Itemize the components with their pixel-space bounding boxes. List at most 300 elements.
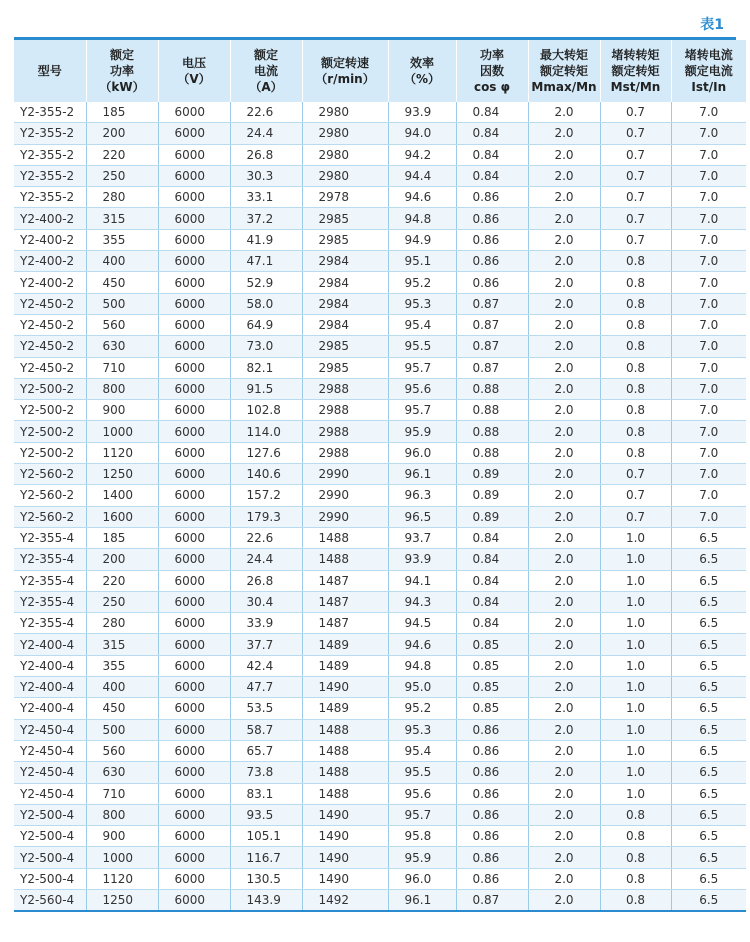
cell-efficiency: 95.3 (388, 719, 456, 740)
cell-power-factor: 0.86 (456, 272, 528, 293)
cell-max-torque-ratio: 2.0 (528, 698, 600, 719)
cell-rated-current: 53.5 (230, 698, 302, 719)
cell-max-torque-ratio: 2.0 (528, 293, 600, 314)
cell-rated-power: 1120 (86, 868, 158, 889)
header-text: 额定转矩 (611, 64, 660, 78)
cell-locked-torque-ratio: 1.0 (600, 677, 671, 698)
cell-rated-current: 33.1 (230, 187, 302, 208)
table-row (14, 442, 746, 463)
cell-rated-speed: 2990 (302, 506, 388, 527)
header-model (14, 40, 86, 102)
cell-rated-current: 143.9 (230, 889, 302, 911)
cell-model: Y2-355-4 (14, 613, 86, 634)
cell-power-factor: 0.87 (456, 293, 528, 314)
cell-voltage: 6000 (158, 272, 230, 293)
table-caption: 表1 (700, 17, 724, 33)
cell-locked-current-ratio: 7.0 (671, 208, 746, 229)
cell-efficiency: 94.9 (388, 229, 456, 250)
cell-max-torque-ratio: 2.0 (528, 826, 600, 847)
cell-max-torque-ratio: 2.0 (528, 889, 600, 911)
header-text: 型号 (37, 64, 62, 78)
table-row (14, 847, 746, 868)
header-max-torque-ratio (528, 40, 600, 102)
cell-locked-torque-ratio: 1.0 (600, 527, 671, 548)
cell-rated-speed: 1487 (302, 570, 388, 591)
cell-locked-torque-ratio: 0.7 (600, 464, 671, 485)
cell-max-torque-ratio: 2.0 (528, 677, 600, 698)
cell-rated-speed: 1490 (302, 804, 388, 825)
cell-efficiency: 95.4 (388, 314, 456, 335)
cell-rated-current: 42.4 (230, 655, 302, 676)
cell-locked-current-ratio: 7.0 (671, 421, 746, 442)
cell-voltage: 6000 (158, 549, 230, 570)
cell-model: Y2-450-4 (14, 783, 86, 804)
cell-power-factor: 0.85 (456, 634, 528, 655)
cell-locked-current-ratio: 7.0 (671, 144, 746, 165)
cell-locked-current-ratio: 6.5 (671, 613, 746, 634)
cell-power-factor: 0.88 (456, 442, 528, 463)
cell-model: Y2-355-2 (14, 102, 86, 123)
cell-locked-torque-ratio: 0.7 (600, 187, 671, 208)
cell-rated-speed: 2980 (302, 144, 388, 165)
cell-rated-power: 900 (86, 826, 158, 847)
cell-rated-speed: 2990 (302, 485, 388, 506)
cell-rated-power: 800 (86, 804, 158, 825)
cell-locked-current-ratio: 6.5 (671, 677, 746, 698)
cell-voltage: 6000 (158, 102, 230, 123)
cell-locked-torque-ratio: 1.0 (600, 570, 671, 591)
table-row (14, 251, 746, 272)
cell-model: Y2-355-4 (14, 591, 86, 612)
cell-rated-power: 560 (86, 740, 158, 761)
cell-power-factor: 0.86 (456, 868, 528, 889)
cell-model: Y2-500-2 (14, 442, 86, 463)
table-header-row (14, 40, 746, 102)
header-rated-current (230, 40, 302, 102)
cell-power-factor: 0.86 (456, 783, 528, 804)
cell-locked-torque-ratio: 0.7 (600, 144, 671, 165)
cell-voltage: 6000 (158, 783, 230, 804)
cell-max-torque-ratio: 2.0 (528, 229, 600, 250)
cell-power-factor: 0.84 (456, 144, 528, 165)
cell-max-torque-ratio: 2.0 (528, 165, 600, 186)
cell-rated-power: 450 (86, 272, 158, 293)
cell-rated-power: 280 (86, 613, 158, 634)
cell-locked-current-ratio: 7.0 (671, 251, 746, 272)
table-row (14, 613, 746, 634)
cell-model: Y2-355-2 (14, 123, 86, 144)
cell-rated-speed: 2988 (302, 378, 388, 399)
cell-voltage: 6000 (158, 485, 230, 506)
cell-locked-torque-ratio: 0.8 (600, 357, 671, 378)
cell-rated-power: 280 (86, 187, 158, 208)
cell-voltage: 6000 (158, 719, 230, 740)
header-voltage (158, 40, 230, 102)
table-row (14, 378, 746, 399)
table-row (14, 144, 746, 165)
cell-locked-torque-ratio: 1.0 (600, 655, 671, 676)
cell-rated-power: 355 (86, 229, 158, 250)
cell-efficiency: 96.3 (388, 485, 456, 506)
cell-rated-current: 140.6 (230, 464, 302, 485)
cell-rated-current: 73.8 (230, 762, 302, 783)
cell-efficiency: 95.5 (388, 336, 456, 357)
cell-locked-torque-ratio: 0.8 (600, 804, 671, 825)
cell-voltage: 6000 (158, 868, 230, 889)
cell-rated-current: 130.5 (230, 868, 302, 889)
cell-locked-current-ratio: 7.0 (671, 272, 746, 293)
cell-model: Y2-560-2 (14, 464, 86, 485)
cell-rated-current: 30.3 (230, 165, 302, 186)
cell-power-factor: 0.87 (456, 314, 528, 335)
cell-rated-speed: 2988 (302, 400, 388, 421)
motor-spec-table (14, 40, 746, 912)
cell-efficiency: 95.7 (388, 400, 456, 421)
cell-efficiency: 95.2 (388, 272, 456, 293)
cell-rated-speed: 2985 (302, 208, 388, 229)
cell-efficiency: 95.1 (388, 251, 456, 272)
cell-power-factor: 0.85 (456, 677, 528, 698)
cell-efficiency: 95.0 (388, 677, 456, 698)
table-row (14, 187, 746, 208)
cell-efficiency: 94.3 (388, 591, 456, 612)
cell-rated-current: 73.0 (230, 336, 302, 357)
cell-rated-speed: 2984 (302, 272, 388, 293)
cell-efficiency: 95.9 (388, 847, 456, 868)
table-row (14, 400, 746, 421)
header-text: （kW） (99, 80, 145, 94)
cell-rated-current: 24.4 (230, 123, 302, 144)
header-text: 功率 (109, 64, 134, 78)
cell-max-torque-ratio: 2.0 (528, 613, 600, 634)
cell-rated-power: 710 (86, 357, 158, 378)
cell-locked-torque-ratio: 0.8 (600, 251, 671, 272)
cell-locked-torque-ratio: 0.7 (600, 485, 671, 506)
cell-locked-current-ratio: 6.5 (671, 549, 746, 570)
cell-rated-current: 82.1 (230, 357, 302, 378)
cell-rated-current: 37.7 (230, 634, 302, 655)
cell-power-factor: 0.86 (456, 740, 528, 761)
cell-model: Y2-450-4 (14, 762, 86, 783)
cell-voltage: 6000 (158, 336, 230, 357)
cell-locked-torque-ratio: 0.8 (600, 400, 671, 421)
cell-rated-speed: 1490 (302, 677, 388, 698)
cell-voltage: 6000 (158, 889, 230, 911)
cell-locked-torque-ratio: 1.0 (600, 634, 671, 655)
cell-rated-speed: 1487 (302, 591, 388, 612)
cell-max-torque-ratio: 2.0 (528, 187, 600, 208)
cell-max-torque-ratio: 2.0 (528, 208, 600, 229)
cell-locked-current-ratio: 6.5 (671, 740, 746, 761)
table-row (14, 783, 746, 804)
cell-model: Y2-355-2 (14, 144, 86, 165)
cell-model: Y2-355-2 (14, 187, 86, 208)
cell-rated-speed: 2984 (302, 293, 388, 314)
cell-power-factor: 0.87 (456, 336, 528, 357)
header-text: 额定转矩 (539, 64, 588, 78)
cell-voltage: 6000 (158, 762, 230, 783)
cell-power-factor: 0.84 (456, 165, 528, 186)
table-row (14, 549, 746, 570)
cell-model: Y2-400-2 (14, 272, 86, 293)
header-text: 额定转速 (320, 56, 369, 70)
cell-rated-speed: 1489 (302, 634, 388, 655)
cell-max-torque-ratio: 2.0 (528, 762, 600, 783)
cell-voltage: 6000 (158, 229, 230, 250)
table-row (14, 123, 746, 144)
header-power-factor (456, 40, 528, 102)
cell-max-torque-ratio: 2.0 (528, 549, 600, 570)
cell-rated-power: 250 (86, 165, 158, 186)
cell-locked-torque-ratio: 0.8 (600, 847, 671, 868)
header-text: 电压 (181, 56, 206, 70)
table-row (14, 719, 746, 740)
cell-model: Y2-450-2 (14, 336, 86, 357)
cell-rated-current: 47.1 (230, 251, 302, 272)
cell-voltage: 6000 (158, 187, 230, 208)
cell-rated-power: 1400 (86, 485, 158, 506)
cell-power-factor: 0.89 (456, 506, 528, 527)
cell-rated-speed: 1488 (302, 783, 388, 804)
cell-rated-current: 114.0 (230, 421, 302, 442)
header-text: cos φ (473, 80, 511, 94)
cell-rated-current: 64.9 (230, 314, 302, 335)
table-row (14, 655, 746, 676)
cell-max-torque-ratio: 2.0 (528, 634, 600, 655)
cell-voltage: 6000 (158, 740, 230, 761)
cell-model: Y2-400-4 (14, 698, 86, 719)
cell-locked-current-ratio: 6.5 (671, 634, 746, 655)
header-text: 额定 (253, 48, 278, 62)
cell-voltage: 6000 (158, 293, 230, 314)
cell-power-factor: 0.85 (456, 655, 528, 676)
cell-rated-power: 630 (86, 336, 158, 357)
cell-rated-current: 26.8 (230, 144, 302, 165)
cell-rated-power: 1250 (86, 464, 158, 485)
table-row (14, 464, 746, 485)
cell-locked-torque-ratio: 0.8 (600, 378, 671, 399)
cell-rated-power: 630 (86, 762, 158, 783)
cell-rated-speed: 2984 (302, 251, 388, 272)
cell-rated-speed: 2985 (302, 336, 388, 357)
table-row (14, 527, 746, 548)
table-row (14, 293, 746, 314)
table-row (14, 868, 746, 889)
cell-locked-current-ratio: 6.5 (671, 591, 746, 612)
cell-rated-current: 22.6 (230, 527, 302, 548)
cell-model: Y2-400-4 (14, 677, 86, 698)
cell-rated-speed: 2985 (302, 229, 388, 250)
cell-voltage: 6000 (158, 570, 230, 591)
cell-rated-speed: 1488 (302, 740, 388, 761)
cell-efficiency: 95.3 (388, 293, 456, 314)
cell-rated-speed: 2988 (302, 442, 388, 463)
cell-model: Y2-560-2 (14, 506, 86, 527)
cell-efficiency: 93.9 (388, 102, 456, 123)
cell-voltage: 6000 (158, 826, 230, 847)
cell-locked-torque-ratio: 0.7 (600, 102, 671, 123)
cell-model: Y2-400-2 (14, 251, 86, 272)
cell-model: Y2-500-4 (14, 868, 86, 889)
table-row (14, 804, 746, 825)
cell-efficiency: 95.9 (388, 421, 456, 442)
cell-efficiency: 95.6 (388, 378, 456, 399)
cell-locked-current-ratio: 7.0 (671, 102, 746, 123)
table-row (14, 591, 746, 612)
header-rated-speed (302, 40, 388, 102)
cell-efficiency: 95.7 (388, 804, 456, 825)
cell-locked-current-ratio: 7.0 (671, 229, 746, 250)
cell-locked-current-ratio: 7.0 (671, 293, 746, 314)
cell-efficiency: 93.9 (388, 549, 456, 570)
header-rated-power (86, 40, 158, 102)
cell-efficiency: 95.2 (388, 698, 456, 719)
cell-locked-torque-ratio: 1.0 (600, 783, 671, 804)
cell-locked-torque-ratio: 0.7 (600, 229, 671, 250)
cell-rated-power: 355 (86, 655, 158, 676)
cell-max-torque-ratio: 2.0 (528, 421, 600, 442)
cell-model: Y2-355-4 (14, 549, 86, 570)
table-row (14, 357, 746, 378)
header-text: Mmax/Mn (531, 80, 597, 94)
table-row (14, 762, 746, 783)
cell-locked-current-ratio: 6.5 (671, 889, 746, 911)
cell-locked-torque-ratio: 1.0 (600, 740, 671, 761)
cell-model: Y2-450-4 (14, 740, 86, 761)
cell-rated-speed: 1488 (302, 549, 388, 570)
cell-rated-speed: 2988 (302, 421, 388, 442)
cell-rated-current: 91.5 (230, 378, 302, 399)
cell-power-factor: 0.86 (456, 229, 528, 250)
cell-voltage: 6000 (158, 421, 230, 442)
cell-rated-speed: 1490 (302, 868, 388, 889)
cell-efficiency: 94.6 (388, 187, 456, 208)
cell-locked-current-ratio: 6.5 (671, 783, 746, 804)
cell-model: Y2-400-2 (14, 208, 86, 229)
cell-locked-current-ratio: 6.5 (671, 570, 746, 591)
cell-max-torque-ratio: 2.0 (528, 464, 600, 485)
cell-locked-torque-ratio: 1.0 (600, 613, 671, 634)
cell-rated-power: 185 (86, 102, 158, 123)
cell-locked-torque-ratio: 1.0 (600, 698, 671, 719)
header-text: 堵转转矩 (611, 48, 660, 62)
cell-model: Y2-500-2 (14, 400, 86, 421)
cell-power-factor: 0.88 (456, 421, 528, 442)
cell-rated-power: 560 (86, 314, 158, 335)
cell-max-torque-ratio: 2.0 (528, 591, 600, 612)
cell-power-factor: 0.89 (456, 485, 528, 506)
cell-rated-power: 500 (86, 293, 158, 314)
cell-rated-speed: 2984 (302, 314, 388, 335)
cell-voltage: 6000 (158, 506, 230, 527)
table-row (14, 826, 746, 847)
cell-efficiency: 94.6 (388, 634, 456, 655)
cell-locked-current-ratio: 7.0 (671, 442, 746, 463)
cell-model: Y2-560-4 (14, 889, 86, 911)
cell-locked-torque-ratio: 1.0 (600, 719, 671, 740)
cell-model: Y2-560-2 (14, 485, 86, 506)
cell-rated-current: 116.7 (230, 847, 302, 868)
cell-locked-torque-ratio: 0.8 (600, 336, 671, 357)
cell-locked-current-ratio: 6.5 (671, 868, 746, 889)
cell-voltage: 6000 (158, 698, 230, 719)
cell-efficiency: 95.6 (388, 783, 456, 804)
cell-rated-power: 800 (86, 378, 158, 399)
cell-power-factor: 0.87 (456, 889, 528, 911)
cell-power-factor: 0.84 (456, 123, 528, 144)
cell-max-torque-ratio: 2.0 (528, 783, 600, 804)
table-row (14, 421, 746, 442)
header-text: 额定 (109, 48, 134, 62)
header-text: （%） (403, 72, 441, 86)
cell-rated-current: 22.6 (230, 102, 302, 123)
cell-model: Y2-500-2 (14, 378, 86, 399)
cell-max-torque-ratio: 2.0 (528, 102, 600, 123)
cell-model: Y2-355-4 (14, 570, 86, 591)
cell-model: Y2-500-4 (14, 847, 86, 868)
cell-rated-speed: 1487 (302, 613, 388, 634)
cell-rated-power: 1000 (86, 847, 158, 868)
table-row (14, 336, 746, 357)
cell-locked-current-ratio: 6.5 (671, 762, 746, 783)
cell-locked-current-ratio: 7.0 (671, 464, 746, 485)
cell-voltage: 6000 (158, 591, 230, 612)
cell-max-torque-ratio: 2.0 (528, 847, 600, 868)
cell-voltage: 6000 (158, 634, 230, 655)
cell-rated-current: 83.1 (230, 783, 302, 804)
table-row (14, 272, 746, 293)
cell-efficiency: 94.8 (388, 655, 456, 676)
cell-power-factor: 0.86 (456, 762, 528, 783)
cell-locked-current-ratio: 7.0 (671, 187, 746, 208)
cell-voltage: 6000 (158, 655, 230, 676)
cell-power-factor: 0.85 (456, 698, 528, 719)
cell-rated-current: 58.0 (230, 293, 302, 314)
table-row (14, 165, 746, 186)
cell-locked-current-ratio: 6.5 (671, 655, 746, 676)
cell-model: Y2-450-2 (14, 357, 86, 378)
cell-max-torque-ratio: 2.0 (528, 123, 600, 144)
cell-rated-power: 185 (86, 527, 158, 548)
cell-locked-torque-ratio: 0.7 (600, 506, 671, 527)
cell-rated-power: 200 (86, 123, 158, 144)
cell-power-factor: 0.86 (456, 208, 528, 229)
cell-locked-current-ratio: 7.0 (671, 357, 746, 378)
cell-rated-power: 1250 (86, 889, 158, 911)
cell-voltage: 6000 (158, 613, 230, 634)
cell-rated-power: 1600 (86, 506, 158, 527)
cell-locked-torque-ratio: 0.7 (600, 165, 671, 186)
cell-rated-speed: 2978 (302, 187, 388, 208)
cell-power-factor: 0.86 (456, 804, 528, 825)
cell-rated-power: 200 (86, 549, 158, 570)
cell-rated-current: 24.4 (230, 549, 302, 570)
cell-voltage: 6000 (158, 357, 230, 378)
cell-max-torque-ratio: 2.0 (528, 400, 600, 421)
cell-rated-current: 179.3 (230, 506, 302, 527)
cell-voltage: 6000 (158, 804, 230, 825)
cell-max-torque-ratio: 2.0 (528, 314, 600, 335)
table-row (14, 698, 746, 719)
header-text: 因数 (479, 64, 504, 78)
cell-voltage: 6000 (158, 314, 230, 335)
cell-locked-torque-ratio: 0.8 (600, 314, 671, 335)
cell-power-factor: 0.84 (456, 102, 528, 123)
cell-locked-torque-ratio: 0.8 (600, 868, 671, 889)
cell-power-factor: 0.88 (456, 378, 528, 399)
header-text: （V） (177, 72, 211, 86)
cell-model: Y2-400-2 (14, 229, 86, 250)
